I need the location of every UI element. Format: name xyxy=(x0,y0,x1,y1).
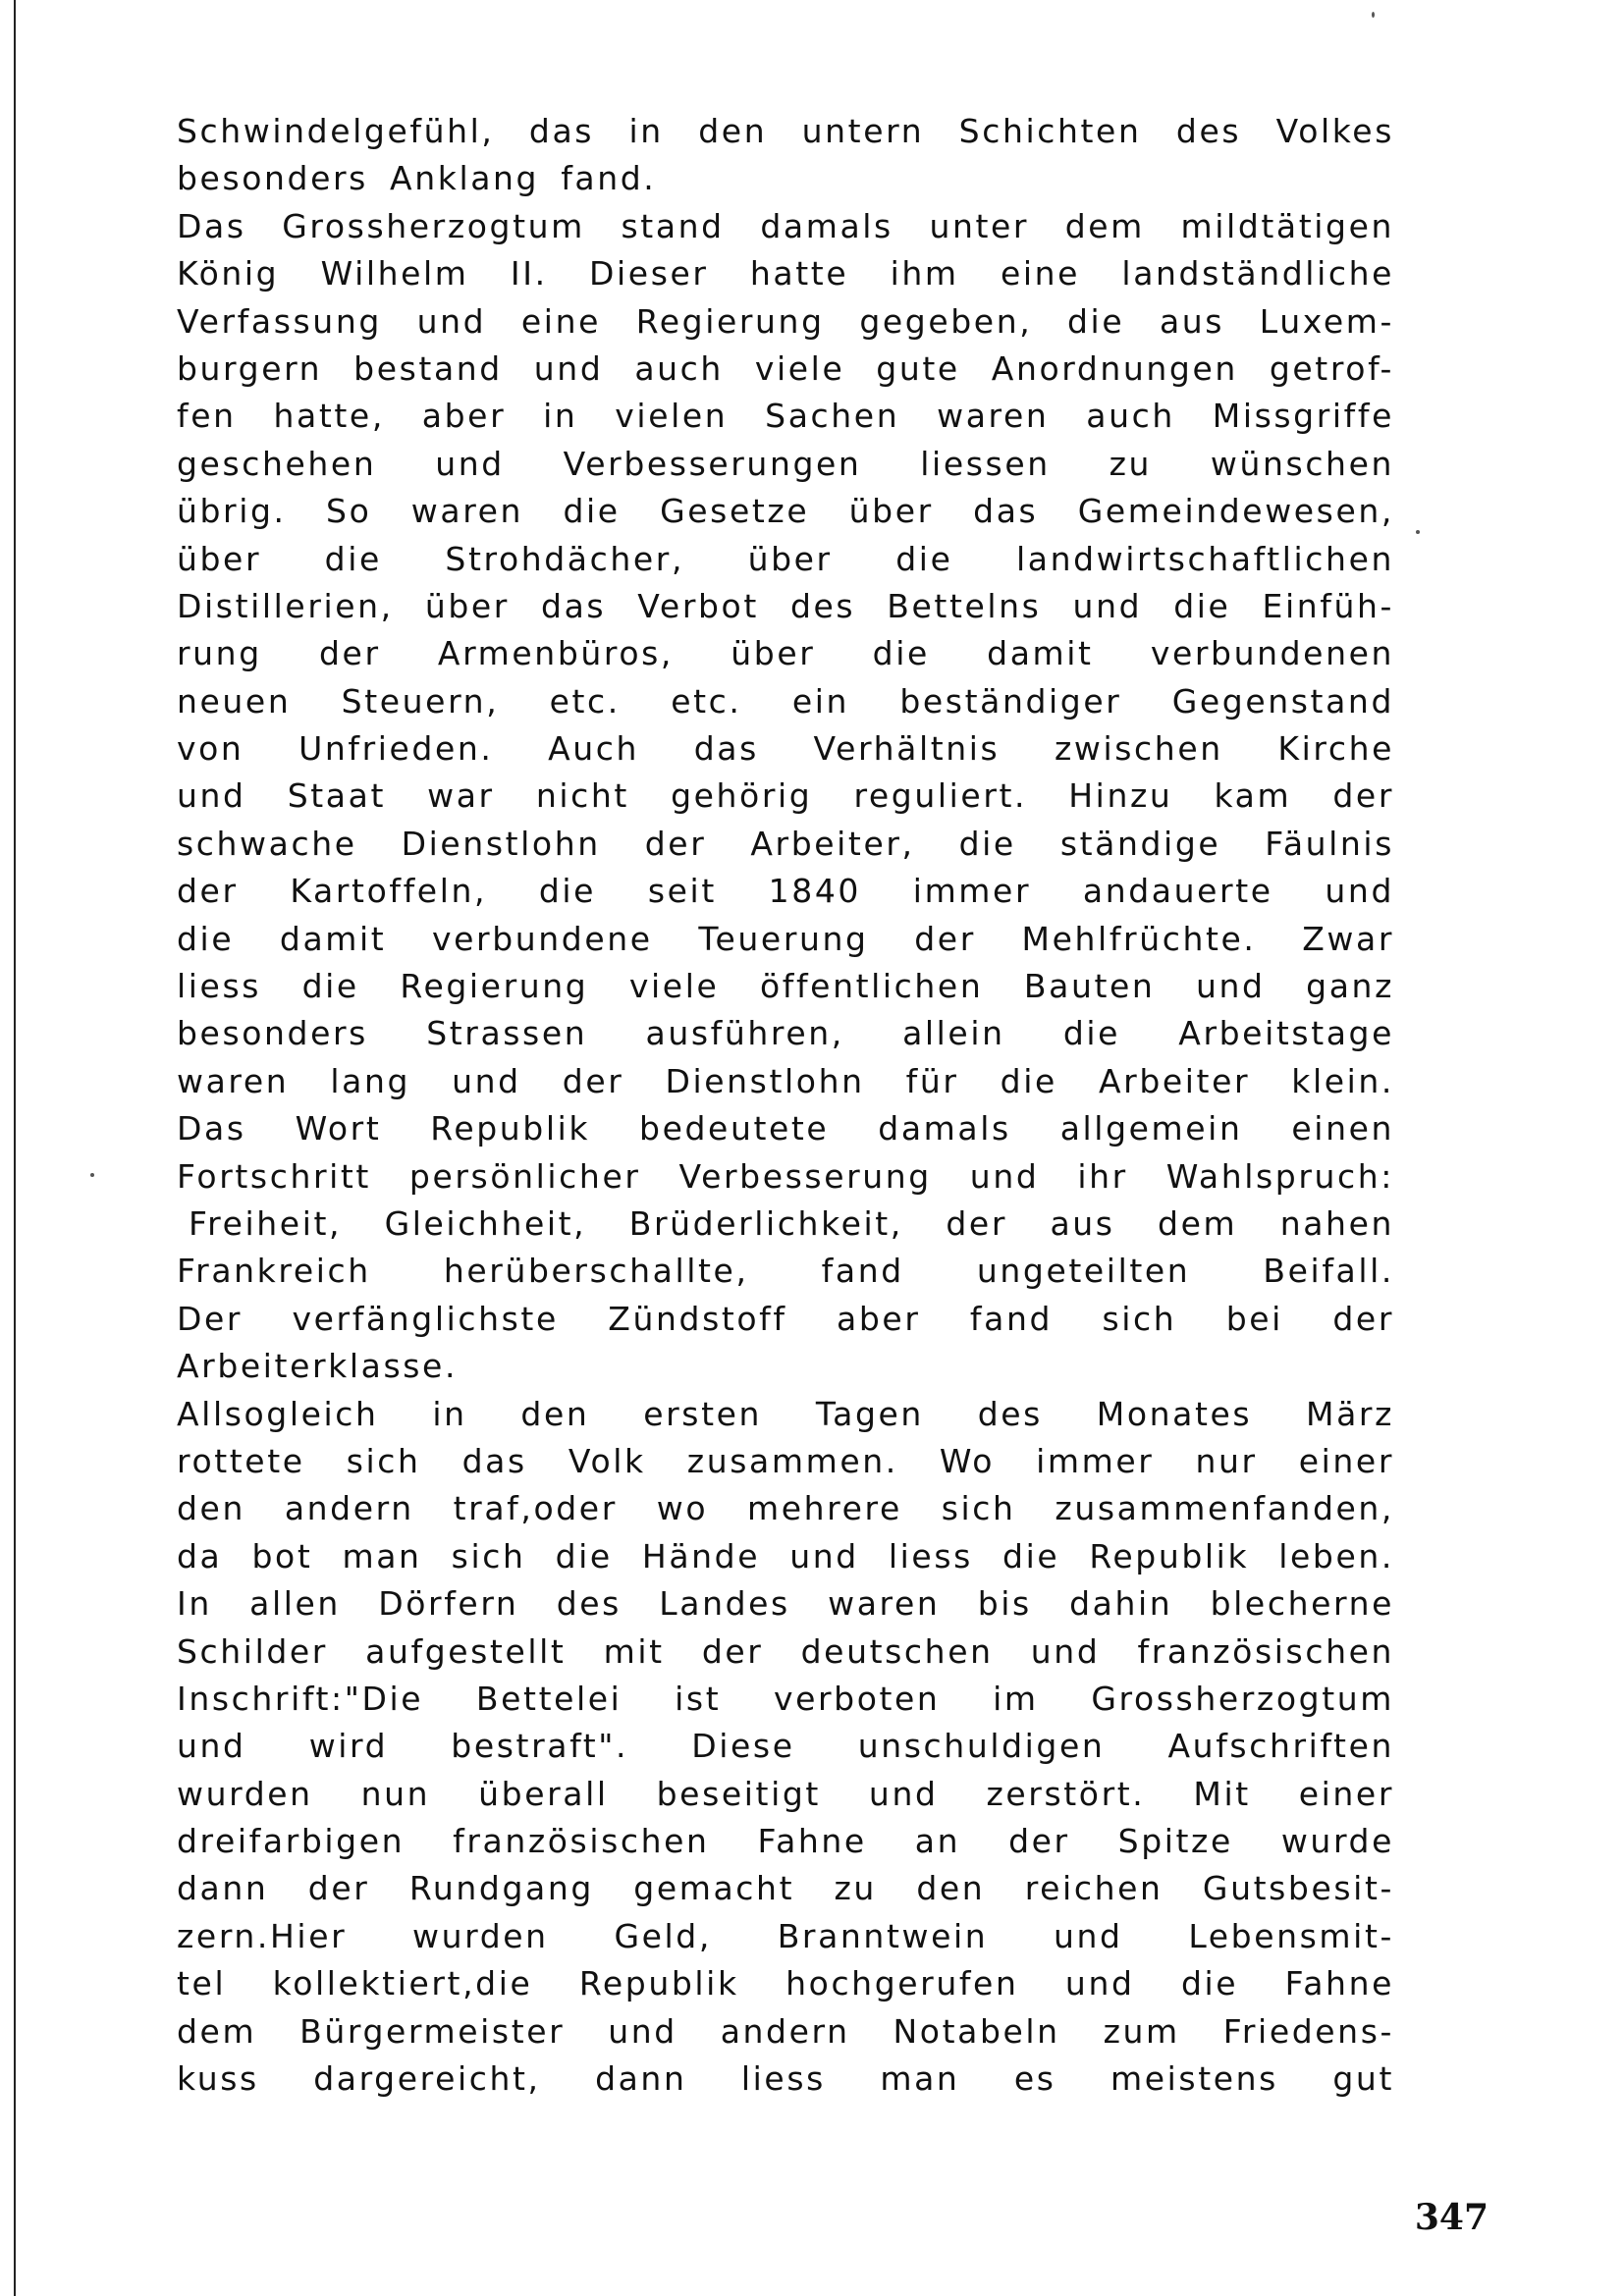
text-line: neuen Steuern, etc. etc. ein beständiger Gegenstand xyxy=(177,681,1394,721)
scan-speck xyxy=(90,1173,94,1177)
text-line: Inschrift:"Die Bettelei ist verboten im Grossherzogtum xyxy=(177,1679,1394,1718)
text-line: Das Wort Republik bedeutete damals allgemein einen xyxy=(177,1109,1394,1148)
text-line: Arbeiterklasse. xyxy=(177,1347,459,1386)
text-line: Allsogleich in den ersten Tagen des Monates März xyxy=(177,1394,1394,1433)
text-line: und Staat war nicht gehörig reguliert. Hinzu kam der xyxy=(177,776,1394,816)
text-line: Distillerien, über das Verbot des Bettelns und die Einfüh- xyxy=(177,586,1394,625)
text-line: Der verfänglichste Zündstoff aber fand sich bei der xyxy=(177,1299,1394,1338)
text-line: Schwindelgefühl, das in den untern Schichten des Volkes xyxy=(177,112,1394,150)
text-line: Das Grossherzogtum stand damals unter dem mildtätigen xyxy=(177,206,1394,245)
text-line: da bot man sich die Hände und liess die Republik leben. xyxy=(177,1536,1394,1575)
text-line: wurden nun überall beseitigt und zerstört. Mit einer xyxy=(177,1774,1394,1813)
text-line: rottete sich das Volk zusammen. Wo immer nur einer xyxy=(177,1441,1394,1480)
text-line: Verfassung und eine Regierung gegeben, die aus Luxem- xyxy=(177,301,1394,341)
text-line: den andern traf,oder wo mehrere sich zusammenfanden, xyxy=(177,1489,1394,1528)
text-line: übrig. So waren die Gesetze über das Gemeindewesen, xyxy=(177,492,1394,531)
text-line: Fortschritt persönlicher Verbesserung und ihr Wahlspruch: xyxy=(177,1156,1394,1196)
text-line: geschehen und Verbesserungen liessen zu wünschen xyxy=(177,444,1394,483)
text-line: dann der Rundgang gemacht zu den reichen Gutsbesit- xyxy=(177,1869,1394,1908)
text-line: kuss dargereicht, dann liess man es meistens gut xyxy=(177,2059,1394,2099)
text-line: Freiheit, Gleichheit, Brüderlichkeit, der aus dem nahen xyxy=(189,1203,1394,1243)
text-line: rung der Armenbüros, über die damit verbundenen xyxy=(177,634,1394,673)
text-line: fen hatte, aber in vielen Sachen waren auch Missgriffe xyxy=(177,397,1394,436)
text-line: Frankreich herüberschallte, fand ungeteilten Beifall. xyxy=(177,1252,1394,1291)
text-line: König Wilhelm II. Dieser hatte ihm eine landständliche xyxy=(177,254,1394,294)
page-edge-line xyxy=(14,0,16,2296)
text-line: über die Strohdächer, über die landwirtschaftlichen xyxy=(177,539,1394,578)
text-line: besonders Strassen ausführen, allein die Arbeitstage xyxy=(177,1014,1394,1053)
text-line: und wird bestraft". Diese unschuldigen Aufschriften xyxy=(177,1727,1394,1766)
scan-speck xyxy=(1372,12,1375,18)
text-line: der Kartoffeln, die seit 1840 immer andauerte und xyxy=(177,872,1394,911)
text-line: von Unfrieden. Auch das Verhältnis zwischen Kirche xyxy=(177,729,1394,769)
text-line: liess die Regierung viele öffentlichen Bauten und ganz xyxy=(177,967,1394,1006)
text-line: zern.Hier wurden Geld, Branntwein und Lebensmit- xyxy=(177,1916,1394,1955)
text-line: dreifarbigen französischen Fahne an der Spitze wurde xyxy=(177,1822,1394,1861)
page-number: 347 xyxy=(1414,2197,1489,2238)
scan-speck xyxy=(1416,530,1420,534)
text-line: tel kollektiert,die Republik hochgerufen und die Fahne xyxy=(177,1964,1394,2003)
text-line: besonders Anklang fand. xyxy=(177,159,657,198)
text-line: die damit verbundene Teuerung der Mehlfrüchte. Zwar xyxy=(177,919,1394,958)
text-line: waren lang und der Dienstlohn für die Arbeiter klein. xyxy=(177,1061,1394,1100)
text-line: In allen Dörfern des Landes waren bis dahin blecherne xyxy=(177,1584,1394,1624)
text-line: burgern bestand und auch viele gute Anordnungen getrof- xyxy=(177,348,1394,388)
text-line: Schilder aufgestellt mit der deutschen und französischen xyxy=(177,1631,1394,1671)
text-line: dem Bürgermeister und andern Notabeln zum Friedens- xyxy=(177,2011,1394,2051)
body-text xyxy=(177,108,1394,2103)
text-line: schwache Dienstlohn der Arbeiter, die ständige Fäulnis xyxy=(177,824,1394,863)
